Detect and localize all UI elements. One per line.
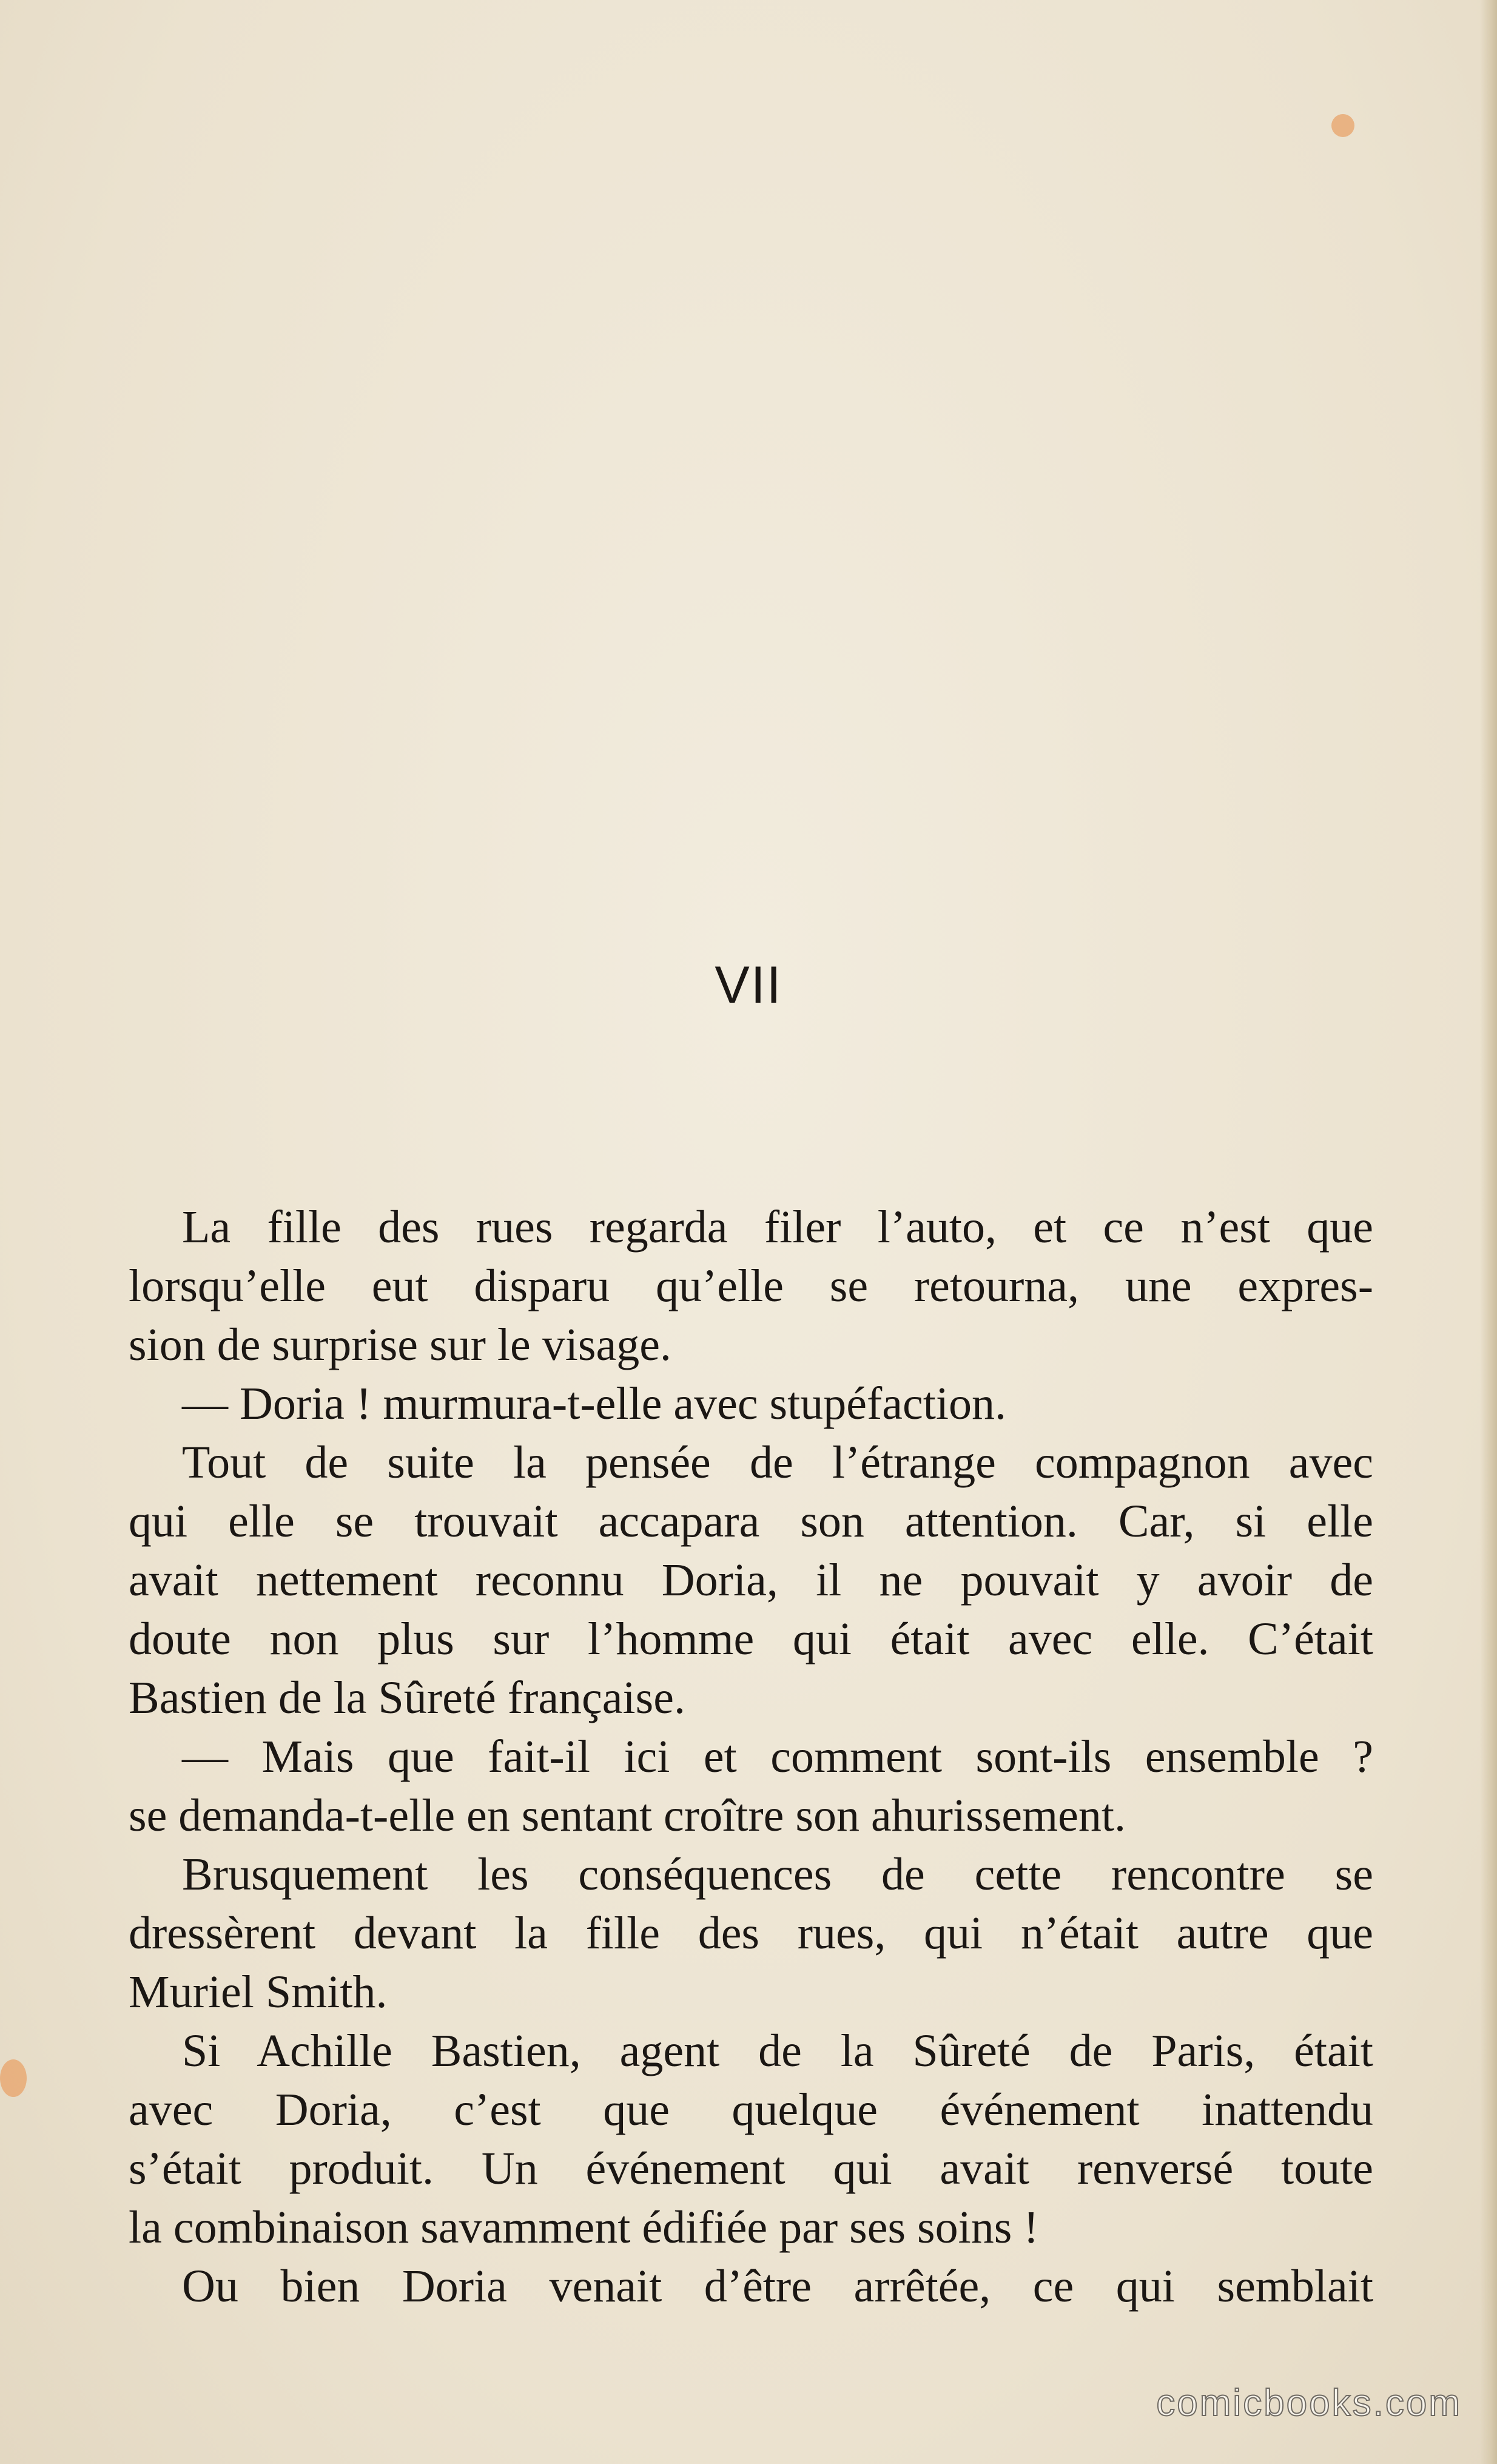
- text-line: La fille des rues regarda filer l’auto, et ce n’est que: [182, 1202, 1373, 1253]
- text-line: qui elle se trouvait accapara son attention. Car, si elle: [129, 1496, 1373, 1547]
- paper-stain-top-right: [1331, 114, 1354, 137]
- text-line: avait nettement reconnu Doria, il ne pouvait y avoir de: [129, 1555, 1373, 1606]
- watermark: comicbooks.com: [1156, 2382, 1462, 2424]
- text-line: avec Doria, c’est que quelque événement inattendu: [129, 2084, 1373, 2135]
- paper-stain-left: [0, 2059, 27, 2097]
- text-line: se demanda-t-elle en sentant croître son ahurissement.: [129, 1790, 1126, 1841]
- text-line: — Doria ! murmura-t-elle avec stupéfaction.: [182, 1378, 1006, 1429]
- page-edge-shadow: [1480, 0, 1497, 2464]
- text-line: doute non plus sur l’homme qui était avec elle. C’était: [129, 1614, 1373, 1665]
- text-line: s’était produit. Un événement qui avait renversé toute: [129, 2143, 1373, 2194]
- body-text: [129, 1198, 1373, 2316]
- text-line: Tout de suite la pensée de l’étrange compagnon avec: [182, 1437, 1373, 1488]
- text-line: Brusquement les conséquences de cette rencontre se: [182, 1849, 1373, 1900]
- text-line: dressèrent devant la fille des rues, qui n’était autre que: [129, 1908, 1373, 1959]
- text-line: — Mais que fait-il ici et comment sont-ils ensemble ?: [182, 1731, 1373, 1782]
- text-line: lorsqu’elle eut disparu qu’elle se retourna, une expres-: [129, 1261, 1373, 1311]
- text-line: sion de surprise sur le visage.: [129, 1319, 671, 1370]
- text-line: Si Achille Bastien, agent de la Sûreté de Paris, était: [182, 2025, 1373, 2076]
- chapter-heading: VII: [715, 956, 782, 1014]
- text-line: Muriel Smith.: [129, 1967, 388, 2018]
- text-line: Bastien de la Sûreté française.: [129, 1672, 685, 1723]
- text-line: Ou bien Doria venait d’être arrêtée, ce qui semblait: [182, 2261, 1373, 2312]
- text-line: la combinaison savamment édifiée par ses soins !: [129, 2202, 1039, 2253]
